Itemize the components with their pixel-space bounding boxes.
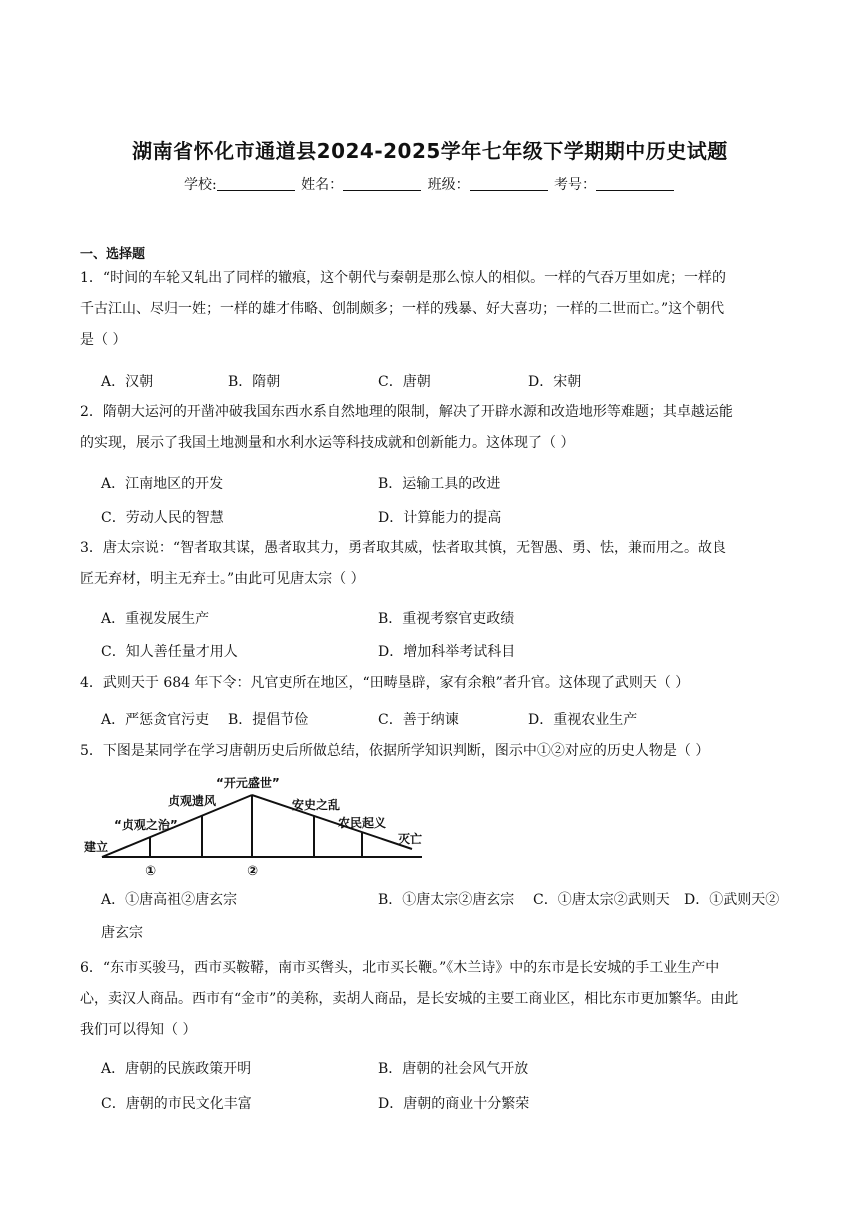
question-1-line-1: 1．“时间的车轮又轧出了同样的辙痕，这个朝代与秦朝是那么惊人的相似。一样的气吞万里如虎；一样的 <box>80 270 727 286</box>
question-2-option-b[interactable]: B．运输工具的改进 <box>378 476 501 492</box>
question-1-option-d[interactable]: D．宋朝 <box>528 374 582 390</box>
exam-number-label: 考号： <box>554 177 597 193</box>
label-zhenguan-legacy: 贞观遗风 <box>168 794 217 808</box>
question-2-option-a[interactable]: A．江南地区的开发 <box>101 476 224 492</box>
question-2-line-2: 的实现，展示了我国土地测量和水利水运等科技成就和创新能力。这体现了（ ） <box>80 435 575 451</box>
question-4-line-1: 4．武则天于 684 年下令：凡官吏所在地区，“田畴垦辟，家有余粮”者升官。这体现了武则天（ ） <box>80 675 690 691</box>
section-heading: 一、选择题 <box>80 247 146 262</box>
question-6-line-3: 我们可以得知（ ） <box>80 1022 197 1038</box>
question-6-option-c[interactable]: C．唐朝的市民文化丰富 <box>101 1096 252 1112</box>
label-anshi-rebellion: 安史之乱 <box>292 798 341 812</box>
question-1-option-b[interactable]: B．隋朝 <box>228 374 281 390</box>
question-2-option-c[interactable]: C．劳动人民的智慧 <box>101 510 224 526</box>
question-3-line-2: 匠无弃材，明主无弃士。”由此可见唐太宗（ ） <box>80 571 365 587</box>
question-3-stem <box>80 533 784 595</box>
tang-dynasty-timeline-diagram <box>82 773 427 883</box>
question-4-option-d[interactable]: D．重视农业生产 <box>528 712 638 728</box>
question-5-option-a[interactable]: A．①唐高祖②唐玄宗 <box>101 892 238 908</box>
name-label: 姓名： <box>301 177 344 193</box>
question-2-option-d[interactable]: D．计算能力的提高 <box>378 510 502 526</box>
marker-1: ① <box>145 864 157 879</box>
question-3-line-1: 3．唐太宗说：“智者取其谋，愚者取其力，勇者取其威，怯者取其慎，无智愚、勇、怯，兼而用之。故良 <box>80 540 727 556</box>
label-zhenguan-rule: “贞观之治” <box>114 818 178 832</box>
student-info-line <box>0 174 860 194</box>
question-4-option-b[interactable]: B．提倡节俭 <box>228 712 309 728</box>
question-1-line-3: 是（ ） <box>80 332 127 348</box>
question-1-line-2: 千古江山、尽归一姓；一样的雄才伟略、创制颇多；一样的残暴、好大喜功；一样的二世而亡。”这个朝代 <box>80 301 725 317</box>
question-6-stem <box>80 953 784 1046</box>
label-end: 灭亡 <box>398 832 423 846</box>
question-3-option-a[interactable]: A．重视发展生产 <box>101 611 210 627</box>
marker-2: ② <box>247 864 259 879</box>
question-2-stem <box>80 397 784 459</box>
question-6-option-a[interactable]: A．唐朝的民族政策开明 <box>101 1061 252 1077</box>
question-5-option-c[interactable]: C．①唐太宗②武则天 <box>533 892 670 908</box>
question-3-option-d[interactable]: D．增加科举考试科目 <box>378 644 516 660</box>
name-blank[interactable] <box>343 176 421 191</box>
question-2-line-1: 2．隋朝大运河的开凿冲破我国东西水系自然地理的限制，解决了开辟水源和改造地形等难题；其卓越运能 <box>80 404 733 420</box>
question-5-line-1: 5．下图是某同学在学习唐朝历史后所做总结，依据所学知识判断，图示中①②对应的历史人物是（ ） <box>80 743 710 759</box>
question-6-option-b[interactable]: B．唐朝的社会风气开放 <box>378 1061 529 1077</box>
school-label: 学校: <box>183 177 217 193</box>
question-3-option-c[interactable]: C．知人善任量才用人 <box>101 644 238 660</box>
label-peasant-uprising: 农民起义 <box>338 816 387 830</box>
question-1-stem <box>80 263 784 356</box>
question-6-line-2: 心，卖汉人商品。西市有“金市”的美称，卖胡人商品，是长安城的主要工商业区，相比东市更加繁华。由此 <box>80 991 739 1007</box>
question-5-option-b[interactable]: B．①唐太宗②唐玄宗 <box>378 892 515 908</box>
question-4-stem <box>80 668 784 699</box>
question-5-option-d-continued: 唐玄宗 <box>101 925 143 941</box>
class-label: 班级： <box>427 177 470 193</box>
question-4-option-a[interactable]: A．严惩贪官污吏 <box>101 712 210 728</box>
question-6-option-d[interactable]: D．唐朝的商业十分繁荣 <box>378 1096 530 1112</box>
class-blank[interactable] <box>470 176 548 191</box>
question-6-line-1: 6．“东市买骏马，西市买鞍鞯，南市买辔头，北市买长鞭。”《木兰诗》中的东市是长安城的手工业生产中 <box>80 960 720 976</box>
page-title: 湖南省怀化市通道县2024-2025学年七年级下学期期中历史试题 <box>132 139 728 163</box>
label-kaiyuan-prosperity: “开元盛世” <box>216 776 280 790</box>
label-start: 建立 <box>84 840 109 854</box>
exam-number-blank[interactable] <box>596 176 674 191</box>
question-3-option-b[interactable]: B．重视考察官吏政绩 <box>378 611 515 627</box>
question-1-option-a[interactable]: A．汉朝 <box>101 374 154 390</box>
question-4-option-c[interactable]: C．善于纳谏 <box>378 712 459 728</box>
question-1-option-c[interactable]: C．唐朝 <box>378 374 431 390</box>
question-5-stem <box>80 736 784 767</box>
question-5-option-d[interactable]: D．①武则天② <box>684 892 780 908</box>
school-blank[interactable] <box>217 176 295 191</box>
